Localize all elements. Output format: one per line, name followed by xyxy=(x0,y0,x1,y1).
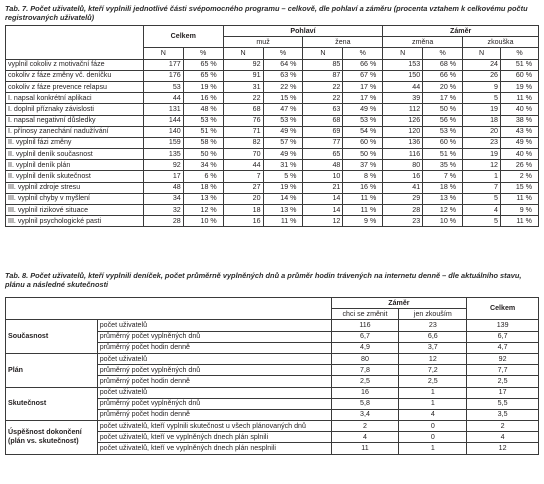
cell-count: 176 xyxy=(143,70,183,81)
group-label: Plán xyxy=(6,353,98,387)
cell-percent: 19 % xyxy=(263,182,303,193)
cell-percent: 13 % xyxy=(183,193,223,204)
cell-percent: 19 % xyxy=(500,81,538,92)
cell-percent: 17 % xyxy=(343,81,383,92)
group-label: Skutečnost xyxy=(6,387,98,421)
cell-percent: 51 % xyxy=(500,59,538,70)
cell-value: 5,8 xyxy=(331,398,399,409)
table7-row xyxy=(6,182,539,193)
cell-percent: 9 % xyxy=(500,205,538,216)
cell-count: 18 xyxy=(463,115,501,126)
table8-caption-text: Počet uživatelů, kteří vyplnili deníček, počet průměrně vyplněných dnů a průměr hodin trávených na internetu denně – dle aktuálního stavu, plánu a následné skutečnosti xyxy=(5,271,522,289)
cell-count: 126 xyxy=(383,115,423,126)
cell-count: 144 xyxy=(143,115,183,126)
cell-percent: 11 % xyxy=(500,93,538,104)
cell-percent: 53 % xyxy=(183,115,223,126)
cell-value: 139 xyxy=(467,320,539,331)
cell-percent: 15 % xyxy=(500,182,538,193)
row-label: II. vyplnil deník skutečnost xyxy=(6,171,144,182)
cell-percent: 31 % xyxy=(263,160,303,171)
cell-count: 92 xyxy=(143,160,183,171)
table8-header-celkem: Celkem xyxy=(467,298,539,320)
cell-count: 131 xyxy=(143,104,183,115)
cell-count: 87 xyxy=(303,70,343,81)
cell-value: 0 xyxy=(399,432,467,443)
cell-percent: 65 % xyxy=(183,59,223,70)
cell-count: 18 xyxy=(223,205,263,216)
cell-percent: 65 % xyxy=(183,70,223,81)
cell-percent: 18 % xyxy=(423,182,463,193)
cell-percent: 60 % xyxy=(423,137,463,148)
cell-count: 136 xyxy=(383,137,423,148)
table7-caption-text: Počet uživatelů, kteří vyplnili jednotlivé části svépomocného programu – celkově, dle pohlaví a záměru (procenta vztahem k celkovému počtu registrovaných uživatelů) xyxy=(5,4,528,22)
row-label: počet uživatelů, kteří ve vyplněných dnech plán nesplnili xyxy=(97,443,331,454)
cell-value: 116 xyxy=(331,320,399,331)
cell-count: 20 xyxy=(463,126,501,137)
unit-n: N xyxy=(303,48,343,59)
table7-row xyxy=(6,160,539,171)
cell-percent: 7 % xyxy=(423,171,463,182)
cell-value: 6,6 xyxy=(399,331,467,342)
cell-percent: 49 % xyxy=(500,137,538,148)
cell-percent: 66 % xyxy=(423,70,463,81)
cell-percent: 40 % xyxy=(500,149,538,160)
group-label: Současnost xyxy=(6,320,98,354)
table7-row xyxy=(6,70,539,81)
cell-percent: 63 % xyxy=(263,70,303,81)
cell-count: 39 xyxy=(383,93,423,104)
cell-count: 22 xyxy=(223,93,263,104)
cell-count: 112 xyxy=(383,104,423,115)
row-label: průměrný počet hodin denně xyxy=(97,376,331,387)
table7-header-muz: muž xyxy=(223,37,303,48)
cell-count: 22 xyxy=(303,81,343,92)
cell-value: 3,4 xyxy=(331,409,399,420)
cell-percent: 13 % xyxy=(423,193,463,204)
table8-caption xyxy=(5,271,539,289)
cell-count: 91 xyxy=(223,70,263,81)
cell-count: 150 xyxy=(383,70,423,81)
cell-count: 44 xyxy=(383,81,423,92)
cell-count: 140 xyxy=(143,126,183,137)
row-label: průměrný počet vyplněných dnů xyxy=(97,331,331,342)
cell-count: 16 xyxy=(383,171,423,182)
cell-count: 135 xyxy=(143,149,183,160)
cell-count: 41 xyxy=(383,182,423,193)
table8-header-zamer: Záměr xyxy=(331,298,467,309)
row-label: III. vyplnil chyby v myšlení xyxy=(6,193,144,204)
unit-n: N xyxy=(463,48,501,59)
table7-row xyxy=(6,115,539,126)
cell-count: 21 xyxy=(303,182,343,193)
cell-count: 65 xyxy=(303,149,343,160)
cell-count: 44 xyxy=(143,93,183,104)
cell-value: 4 xyxy=(467,432,539,443)
cell-count: 69 xyxy=(303,126,343,137)
table8-header-chci: chci se změnit xyxy=(331,309,399,320)
table8-row xyxy=(6,387,539,398)
table7-header-pohlavi: Pohlaví xyxy=(223,26,383,37)
cell-count: 53 xyxy=(143,81,183,92)
row-label: průměrný počet hodin denně xyxy=(97,342,331,353)
table7-row xyxy=(6,137,539,148)
row-label: III. vyplnil psychologické pasti xyxy=(6,216,144,227)
cell-value: 23 xyxy=(399,320,467,331)
cell-value: 7,7 xyxy=(467,365,539,376)
cell-value: 3,5 xyxy=(467,409,539,420)
cell-percent: 18 % xyxy=(183,182,223,193)
cell-value: 2 xyxy=(331,421,399,432)
cell-value: 12 xyxy=(399,353,467,364)
cell-percent: 49 % xyxy=(343,104,383,115)
cell-percent: 40 % xyxy=(500,104,538,115)
unit-pct: % xyxy=(183,48,223,59)
cell-percent: 60 % xyxy=(343,137,383,148)
cell-value: 2,5 xyxy=(331,376,399,387)
cell-count: 80 xyxy=(383,160,423,171)
unit-pct: % xyxy=(263,48,303,59)
cell-percent: 67 % xyxy=(343,70,383,81)
cell-count: 1 xyxy=(463,171,501,182)
table7-caption-prefix: Tab. 7. xyxy=(5,4,29,13)
cell-value: 5,5 xyxy=(467,398,539,409)
cell-count: 7 xyxy=(463,182,501,193)
cell-value: 2,5 xyxy=(467,376,539,387)
cell-percent: 53 % xyxy=(343,115,383,126)
table8 xyxy=(5,297,539,455)
row-label: počet uživatelů xyxy=(97,387,331,398)
cell-percent: 14 % xyxy=(263,193,303,204)
cell-value: 7,8 xyxy=(331,365,399,376)
cell-value: 6,7 xyxy=(331,331,399,342)
cell-count: 23 xyxy=(383,216,423,227)
row-label: průměrný počet hodin denně xyxy=(97,409,331,420)
cell-count: 177 xyxy=(143,59,183,70)
table7 xyxy=(5,25,539,227)
cell-count: 5 xyxy=(463,193,501,204)
row-label: počet uživatelů, kteří vyplnili skutečnost u všech plánovaných dnů xyxy=(97,421,331,432)
unit-pct: % xyxy=(423,48,463,59)
row-label: II. vyplnil deník plán xyxy=(6,160,144,171)
cell-percent: 8 % xyxy=(343,171,383,182)
cell-count: 76 xyxy=(223,115,263,126)
cell-count: 92 xyxy=(223,59,263,70)
cell-percent: 10 % xyxy=(183,216,223,227)
cell-value: 80 xyxy=(331,353,399,364)
table7-row xyxy=(6,93,539,104)
cell-value: 11 xyxy=(331,443,399,454)
row-label: II. vyplnil fázi změny xyxy=(6,137,144,148)
table7-row xyxy=(6,104,539,115)
cell-count: 70 xyxy=(223,149,263,160)
table8-row xyxy=(6,320,539,331)
cell-percent: 17 % xyxy=(423,93,463,104)
cell-count: 24 xyxy=(463,59,501,70)
table8-header-row xyxy=(6,298,539,309)
cell-count: 23 xyxy=(463,137,501,148)
cell-percent: 34 % xyxy=(183,160,223,171)
cell-percent: 60 % xyxy=(500,70,538,81)
row-label: I. doplnil příznaky závislosti xyxy=(6,104,144,115)
cell-percent: 2 % xyxy=(500,171,538,182)
row-label: cokoliv z fáze změny vč. deníčku xyxy=(6,70,144,81)
table7-row xyxy=(6,216,539,227)
cell-percent: 58 % xyxy=(183,137,223,148)
cell-value: 2 xyxy=(467,421,539,432)
cell-percent: 54 % xyxy=(343,126,383,137)
cell-percent: 50 % xyxy=(343,149,383,160)
cell-percent: 16 % xyxy=(183,93,223,104)
table7-row xyxy=(6,59,539,70)
cell-percent: 35 % xyxy=(423,160,463,171)
table7-row xyxy=(6,193,539,204)
unit-n: N xyxy=(383,48,423,59)
table7-header-zamer: Záměr xyxy=(383,26,539,37)
cell-count: 44 xyxy=(223,160,263,171)
cell-percent: 11 % xyxy=(343,193,383,204)
table7-header-zmena: změna xyxy=(383,37,463,48)
cell-percent: 50 % xyxy=(423,104,463,115)
cell-count: 31 xyxy=(223,81,263,92)
cell-count: 10 xyxy=(303,171,343,182)
cell-count: 16 xyxy=(223,216,263,227)
cell-percent: 15 % xyxy=(263,93,303,104)
row-label: počet uživatelů xyxy=(97,320,331,331)
unit-n: N xyxy=(143,48,183,59)
cell-count: 9 xyxy=(463,81,501,92)
cell-count: 7 xyxy=(223,171,263,182)
cell-value: 6,7 xyxy=(467,331,539,342)
cell-percent: 53 % xyxy=(263,115,303,126)
cell-value: 12 xyxy=(467,443,539,454)
cell-count: 14 xyxy=(303,193,343,204)
cell-value: 3,7 xyxy=(399,342,467,353)
cell-count: 26 xyxy=(463,70,501,81)
cell-value: 7,2 xyxy=(399,365,467,376)
cell-percent: 11 % xyxy=(263,216,303,227)
cell-percent: 56 % xyxy=(423,115,463,126)
cell-count: 71 xyxy=(223,126,263,137)
cell-count: 4 xyxy=(463,205,501,216)
cell-count: 28 xyxy=(143,216,183,227)
cell-count: 20 xyxy=(223,193,263,204)
row-label: I. napsal negativní důsledky xyxy=(6,115,144,126)
cell-value: 17 xyxy=(467,387,539,398)
table7-row xyxy=(6,171,539,182)
cell-percent: 68 % xyxy=(423,59,463,70)
cell-count: 19 xyxy=(463,149,501,160)
cell-percent: 9 % xyxy=(343,216,383,227)
cell-count: 34 xyxy=(143,193,183,204)
cell-count: 22 xyxy=(303,93,343,104)
group-label: Úspěšnost dokončení (plán vs. skutečnost) xyxy=(6,421,98,455)
cell-count: 82 xyxy=(223,137,263,148)
table7-header-celkem: Celkem xyxy=(143,26,223,48)
cell-percent: 20 % xyxy=(423,81,463,92)
row-label: III. vyplnil zdroje stresu xyxy=(6,182,144,193)
cell-percent: 49 % xyxy=(263,126,303,137)
cell-percent: 5 % xyxy=(263,171,303,182)
cell-count: 28 xyxy=(383,205,423,216)
cell-percent: 48 % xyxy=(183,104,223,115)
cell-percent: 47 % xyxy=(263,104,303,115)
cell-value: 4 xyxy=(331,432,399,443)
row-label: vyplnil cokoliv z motivační fáze xyxy=(6,59,144,70)
cell-count: 29 xyxy=(383,193,423,204)
cell-percent: 19 % xyxy=(183,81,223,92)
table7-row xyxy=(6,149,539,160)
cell-count: 48 xyxy=(143,182,183,193)
table8-row xyxy=(6,353,539,364)
unit-pct: % xyxy=(343,48,383,59)
cell-count: 27 xyxy=(223,182,263,193)
cell-percent: 53 % xyxy=(423,126,463,137)
cell-percent: 66 % xyxy=(343,59,383,70)
table7-header-zkouska: zkouška xyxy=(463,37,539,48)
cell-percent: 57 % xyxy=(263,137,303,148)
table7-row xyxy=(6,126,539,137)
cell-count: 12 xyxy=(463,160,501,171)
table8-corner xyxy=(6,298,332,320)
cell-value: 0 xyxy=(399,421,467,432)
cell-value: 1 xyxy=(399,398,467,409)
row-label: počet uživatelů xyxy=(97,353,331,364)
cell-percent: 12 % xyxy=(183,205,223,216)
cell-count: 17 xyxy=(143,171,183,182)
cell-percent: 16 % xyxy=(343,182,383,193)
cell-percent: 22 % xyxy=(263,81,303,92)
cell-count: 159 xyxy=(143,137,183,148)
cell-count: 68 xyxy=(303,115,343,126)
table8-caption-prefix: Tab. 8. xyxy=(5,271,29,280)
cell-value: 2,5 xyxy=(399,376,467,387)
cell-count: 153 xyxy=(383,59,423,70)
unit-pct: % xyxy=(500,48,538,59)
cell-percent: 12 % xyxy=(423,205,463,216)
cell-percent: 11 % xyxy=(500,193,538,204)
cell-percent: 10 % xyxy=(423,216,463,227)
cell-value: 1 xyxy=(399,387,467,398)
cell-count: 63 xyxy=(303,104,343,115)
cell-percent: 17 % xyxy=(343,93,383,104)
cell-percent: 13 % xyxy=(263,205,303,216)
cell-count: 68 xyxy=(223,104,263,115)
row-label: II. vyplnil deník současnost xyxy=(6,149,144,160)
row-label: průměrný počet vyplněných dnů xyxy=(97,365,331,376)
row-label: I. přínosy zanechání nadužívání xyxy=(6,126,144,137)
table7-caption xyxy=(5,4,539,22)
cell-count: 77 xyxy=(303,137,343,148)
cell-percent: 6 % xyxy=(183,171,223,182)
table7-header-row xyxy=(6,26,539,37)
cell-count: 120 xyxy=(383,126,423,137)
cell-value: 4,9 xyxy=(331,342,399,353)
cell-value: 16 xyxy=(331,387,399,398)
table7-header-zena: žena xyxy=(303,37,383,48)
cell-value: 4,7 xyxy=(467,342,539,353)
row-label: III. vyplnil rizikové situace xyxy=(6,205,144,216)
cell-count: 116 xyxy=(383,149,423,160)
table7-row xyxy=(6,205,539,216)
cell-percent: 26 % xyxy=(500,160,538,171)
table8-header-jen: jen zkouším xyxy=(399,309,467,320)
cell-percent: 38 % xyxy=(500,115,538,126)
table7-corner xyxy=(6,26,144,60)
table8-row xyxy=(6,421,539,432)
cell-percent: 37 % xyxy=(343,160,383,171)
row-label: cokoliv z fáze prevence relapsu xyxy=(6,81,144,92)
cell-count: 5 xyxy=(463,93,501,104)
cell-count: 32 xyxy=(143,205,183,216)
cell-count: 14 xyxy=(303,205,343,216)
row-label: I. napsal konkrétní aplikaci xyxy=(6,93,144,104)
unit-n: N xyxy=(223,48,263,59)
row-label: průměrný počet vyplněných dnů xyxy=(97,398,331,409)
cell-percent: 51 % xyxy=(423,149,463,160)
cell-value: 92 xyxy=(467,353,539,364)
cell-count: 19 xyxy=(463,104,501,115)
cell-percent: 49 % xyxy=(263,149,303,160)
cell-percent: 43 % xyxy=(500,126,538,137)
cell-count: 48 xyxy=(303,160,343,171)
cell-percent: 50 % xyxy=(183,149,223,160)
cell-count: 12 xyxy=(303,216,343,227)
cell-percent: 64 % xyxy=(263,59,303,70)
cell-value: 1 xyxy=(399,443,467,454)
cell-percent: 11 % xyxy=(343,205,383,216)
table7-row xyxy=(6,81,539,92)
cell-count: 5 xyxy=(463,216,501,227)
cell-count: 85 xyxy=(303,59,343,70)
cell-percent: 51 % xyxy=(183,126,223,137)
cell-percent: 11 % xyxy=(500,216,538,227)
cell-value: 4 xyxy=(399,409,467,420)
row-label: počet uživatelů, kteří ve vyplněných dnech plán splnili xyxy=(97,432,331,443)
